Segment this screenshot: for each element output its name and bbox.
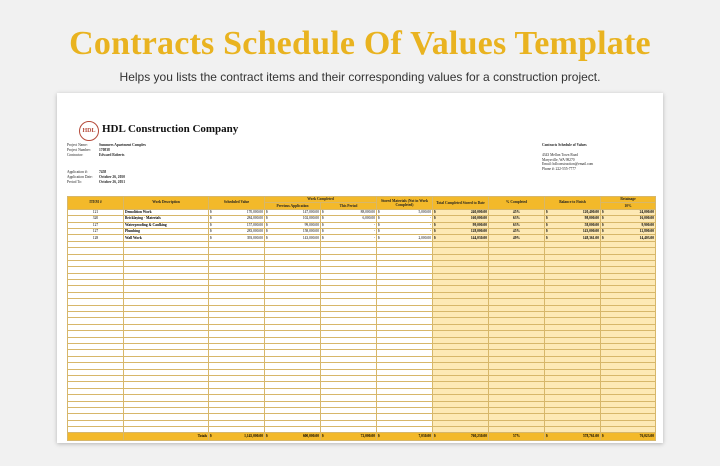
contact-line: Phone #: 222-555-7777 [542,167,576,172]
currency-symbol: $ [434,229,436,234]
cell-item: 320 [68,216,124,222]
cell-value: 14,403.00 [639,235,655,240]
application-info [67,170,125,184]
project-info [67,143,146,157]
currency-symbol: $ [602,216,604,221]
cell-value: 5,000.00 [418,209,432,214]
spreadsheet-preview [57,93,663,443]
company-logo: HDL [79,121,99,141]
total-scheduled [209,433,265,441]
currency-symbol: $ [546,216,548,221]
currency-symbol: $ [546,209,548,214]
currency-symbol: $ [546,229,548,234]
cell-value: 600,000.00 [302,434,319,439]
currency-symbol: $ [602,209,604,214]
cell-value: 128,000.00 [470,229,488,234]
cell-value: 88,000.00 [360,209,376,214]
project-info-row [67,153,146,158]
total-percent: 57% [489,433,545,441]
cell-description: Demolition Work [124,209,209,215]
cell-description: Plumbing [124,228,209,234]
cell-value: 157,000.00 [246,222,263,227]
info-label: Period To: [67,179,82,184]
col-work-completed: Work Completed [265,197,377,203]
cell-value: 147,000.00 [302,209,319,214]
currency-symbol: $ [322,434,324,439]
currency-symbol: $ [266,235,268,240]
totals-row [68,433,656,441]
col-total: Total Completed Stored to Date [433,197,489,210]
currency-symbol: $ [378,222,380,227]
currency-symbol: $ [322,222,324,227]
col-description: Work Description [124,197,209,210]
application-info-row [67,180,125,185]
currency-symbol: $ [434,209,436,214]
currency-symbol: $ [434,216,436,221]
col-this-period: This Period [321,203,377,209]
currency-symbol: $ [546,235,548,240]
cell-value: 16,000.00 [639,216,655,221]
info-value: 7458 [99,170,107,174]
currency-symbol: $ [266,216,268,221]
currency-symbol: $ [378,434,380,439]
info-label: Application #: [67,170,88,174]
cell-value: 72,000.00 [360,434,376,439]
total-balance [545,433,601,441]
info-value: October 26, 2051 [99,179,125,184]
cell-percent: 49% [489,235,545,241]
currency-symbol: $ [266,209,268,214]
info-label: Project Number: [67,147,91,152]
cell-percent: 63% [489,222,545,228]
cell-value: 102,000.00 [302,216,319,221]
currency-symbol: $ [378,216,380,221]
total-this-period [321,433,377,441]
currency-symbol: $ [266,229,268,234]
cell-value: 393,000.00 [246,235,263,240]
col-previous: Previous Application [265,203,321,209]
currency-symbol: $ [266,434,268,439]
info-label: Application Date: [67,174,93,179]
page-subtitle: Helps you lists the contract items and their corresponding values for a construction project. [119,70,601,84]
currency-symbol: $ [322,216,324,221]
cell-value: - [429,229,432,234]
currency-symbol: $ [210,222,212,227]
currency-symbol: $ [378,235,380,240]
col-retainage-pct: 10% [601,203,656,209]
cell-item: 127 [68,228,124,234]
col-retainage: Retainage [601,197,656,203]
cell-item: 121 [68,209,124,215]
cell-percent: 63% [489,216,545,222]
total-completed [433,433,489,441]
cell-description: Wall Work [124,235,209,241]
cell-value: 58,000.00 [584,222,600,227]
contact-line: 4343 Mellon Town Road [542,152,578,157]
cell-value: 144,030.00 [470,235,488,240]
currency-symbol: $ [322,209,324,214]
cell-item: 128 [68,235,124,241]
cell-value: 160,000.00 [470,216,488,221]
currency-symbol: $ [434,235,436,240]
cell-value: 2,000.00 [418,235,432,240]
currency-symbol: $ [210,216,212,221]
info-label: Contractor: [67,152,84,157]
cell-description: Bricklaying - Materials [124,216,209,222]
currency-symbol: $ [434,434,436,439]
currency-symbol: $ [210,229,212,234]
company-contact [542,143,593,172]
cell-value: 24,000.00 [639,209,655,214]
info-value: October 26, 2050 [99,174,125,179]
cell-value: - [429,216,432,221]
schedule-of-values-table [67,196,656,441]
contact-heading: Contracts Schedule of Values [542,143,587,147]
col-item: ITEM # [68,197,124,210]
cell-value: - [373,229,376,234]
cell-value: 578,761.00 [582,434,600,439]
cell-value: - [373,222,376,227]
col-stored: Stored Materials (Not in Work Completed) [377,197,433,210]
cell-value: 120,400.00 [582,209,600,214]
totals-label: Totals [124,433,209,441]
cell-value: - [429,222,432,227]
currency-symbol: $ [602,229,604,234]
cell-percent: 45% [489,228,545,234]
currency-symbol: $ [434,222,436,227]
currency-symbol: $ [546,434,548,439]
currency-symbol: $ [210,235,212,240]
cell-value: 7,030.00 [418,434,432,439]
currency-symbol: $ [378,209,380,214]
info-value: 170838 [99,147,110,152]
cell-value: 158,000.00 [302,229,319,234]
currency-symbol: $ [210,434,212,439]
cell-value: 760,230.00 [470,434,488,439]
cell-value: 6,000.00 [362,216,376,221]
cell-value: 283,000.00 [246,229,263,234]
cell-empty [68,433,124,441]
company-name: HDL Construction Company [102,123,239,135]
cell-value: 148,361.00 [582,235,600,240]
page-title: Contracts Schedule Of Values Template [69,25,651,62]
total-retainage [601,433,656,441]
currency-symbol: $ [546,222,548,227]
info-label: Project Name: [67,143,88,147]
cell-value: 99,000.00 [472,222,488,227]
currency-symbol: $ [602,434,604,439]
currency-symbol: $ [602,235,604,240]
cell-value: 98,000.00 [584,216,600,221]
cell-value: - [373,235,376,240]
cell-value: 76,023.00 [639,434,655,439]
cell-value: 170,000.00 [246,209,263,214]
currency-symbol: $ [602,222,604,227]
contact-line: Email: hdlconstruction@email.com [542,162,594,167]
cell-value: 240,000.00 [470,209,488,214]
col-balance: Balance to Finish [545,197,601,210]
contact-line: Marysville, WA 98270 [542,157,575,162]
info-value: Edward Roberts [99,152,125,157]
cell-value: 9,900.00 [641,222,655,227]
cell-percent: 45% [489,209,545,215]
currency-symbol: $ [322,229,324,234]
cell-value: 12,800.00 [639,229,655,234]
total-stored [377,433,433,441]
total-previous [265,433,321,441]
cell-description: Waterproofing & Caulking [124,222,209,228]
cell-value: 143,000.00 [302,235,319,240]
cell-value: 1,145,000.00 [244,434,263,439]
currency-symbol: $ [378,229,380,234]
cell-value: 143,000.00 [582,229,600,234]
info-value: Summers Apartment Complex [99,143,146,147]
currency-symbol: $ [266,222,268,227]
cell-value: 99,000.00 [304,222,319,227]
col-scheduled: Scheduled Value [209,197,265,210]
currency-symbol: $ [322,235,324,240]
cell-item: 127 [68,222,124,228]
col-percent: % Completed [489,197,545,210]
cell-value: 284,000.00 [246,216,263,221]
currency-symbol: $ [210,209,212,214]
